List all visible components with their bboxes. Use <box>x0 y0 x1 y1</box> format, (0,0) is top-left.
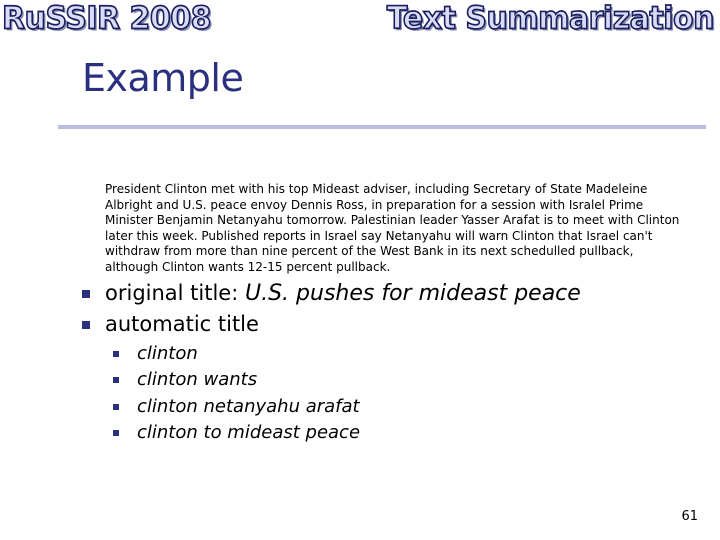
russir-logo: RuSSIR 2008 <box>2 0 212 37</box>
text-summarization-logo: Text Summarization <box>386 0 714 37</box>
sub-bullet-text: clinton <box>137 343 198 364</box>
square-bullet-icon <box>113 351 119 357</box>
slide-title: Example <box>82 56 244 100</box>
example-paragraph: President Clinton met with his top Mideast adviser, including Secretary of State Madeleine Albright and U.S. peace envoy Dennis Ross, in preparation for a session with Isralel Prime Minister Benjamin Netanyahu tomorrow. Palestinian leader Yasser Arafat is to meet with Clinton later this week. Published reports in Israel say Netanyahu will warn Clinton that Israel can't withdraw from more than nine percent of the West Bank in its next schedulled pullback, although Clinton wants 12-15 percent pullback. <box>105 182 680 274</box>
square-bullet-icon <box>113 377 119 383</box>
square-bullet-icon <box>82 321 90 329</box>
original-title-label: original title: <box>105 281 239 305</box>
title-divider <box>58 125 706 129</box>
page-number: 61 <box>681 509 698 524</box>
sub-bullet-text: clinton netanyahu arafat <box>137 396 360 417</box>
bullet-text <box>105 281 581 306</box>
sub-bullet-text: clinton wants <box>137 369 258 390</box>
square-bullet-icon <box>113 430 119 436</box>
original-title-value: U.S. pushes for mideast peace <box>245 281 581 306</box>
square-bullet-icon <box>82 290 90 298</box>
sub-bullet-text: clinton to mideast peace <box>137 422 361 443</box>
automatic-title-label: automatic title <box>105 312 259 336</box>
square-bullet-icon <box>113 404 119 410</box>
